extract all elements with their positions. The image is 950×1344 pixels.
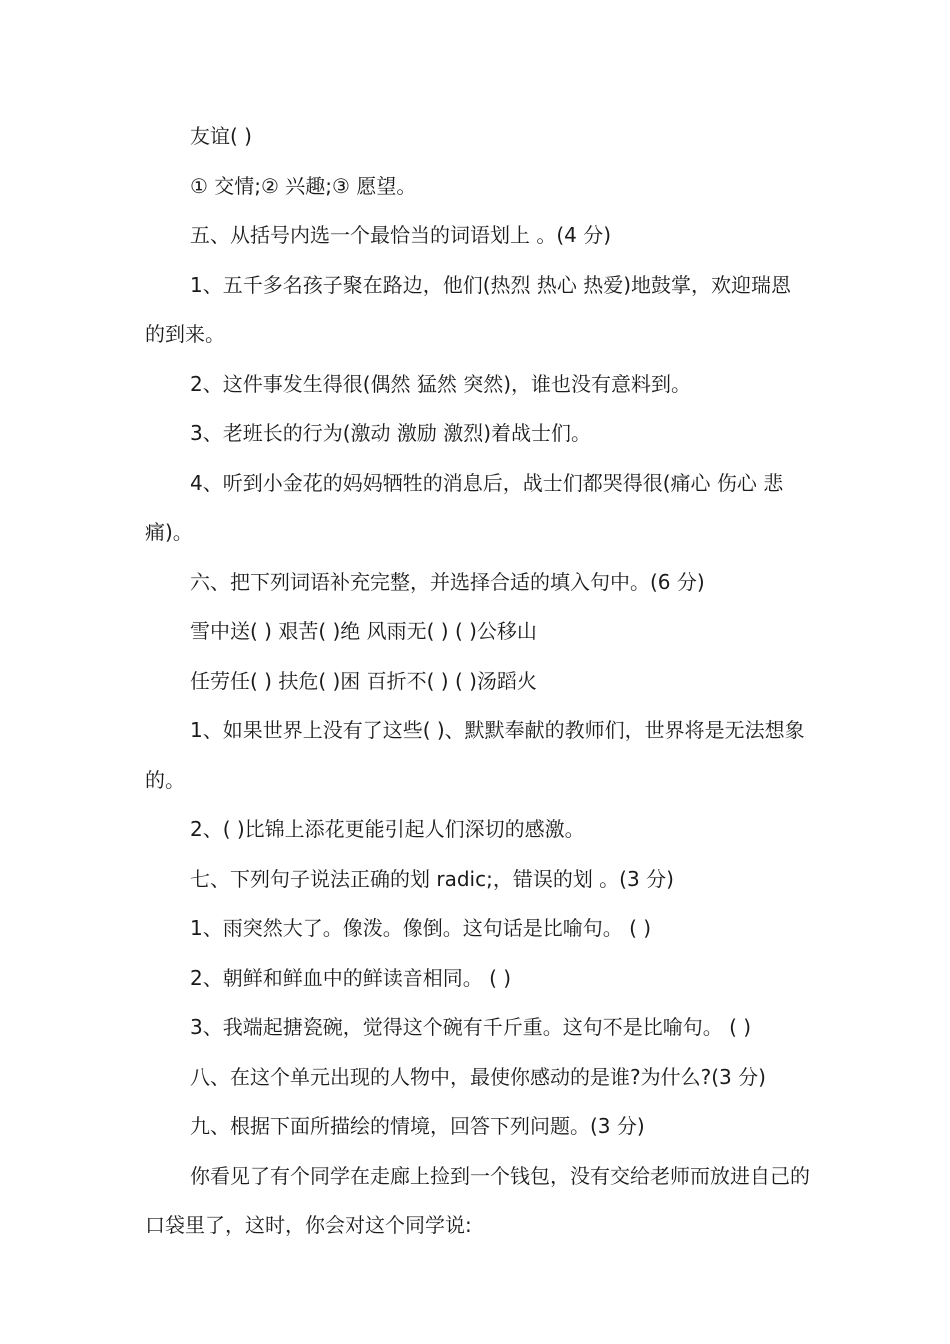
section-five-heading: 五、从括号内选一个最恰当的词语划上 。(4 分) [190,223,612,247]
answer-blank-line: 友谊( ) [190,124,252,148]
section-eight-heading: 八、在这个单元出现的人物中，最使你感动的是谁?为什么?(3 分) [190,1064,766,1089]
question-item: 1、五千多名孩子聚在路边，他们(热烈 热心 热爱)地鼓掌，欢迎瑞恩的到来。 [145,272,792,346]
question-item: 1、雨突然大了。像泼。像倒。这句话是比喻句。 ( ) [190,916,652,940]
section-six-heading: 六、把下列词语补充完整，并选择合适的填入句中。(6 分) [190,569,705,594]
document-body [145,112,810,1251]
option-line: ① 交情;② 兴趣;③ 愿望。 [190,173,417,198]
scenario-paragraph: 你看见了有个同学在走廊上捡到一个钱包，没有交给老师而放进自己的口袋里了，这时，你会对这个同学说: [145,1163,810,1237]
question-item: 1、如果世界上没有了这些( )、默默奉献的教师们，世界将是无法想象的。 [145,718,805,792]
question-item: 3、我端起搪瓷碗，觉得这个碗有千斤重。这句不是比喻句。 ( ) [190,1015,752,1039]
question-item: 3、老班长的行为(激动 激励 激烈)着战士们。 [190,421,592,445]
section-nine-heading: 九、根据下面所描绘的情境，回答下列问题。(3 分) [190,1114,645,1138]
idiom-fill-line: 任劳任( ) 扶危( )困 百折不( ) ( )汤蹈火 [190,668,537,693]
question-item: 4、听到小金花的妈妈牺牲的消息后，战士们都哭得很(痛心 伤心 悲痛)。 [145,470,784,544]
question-item: 2、朝鲜和鲜血中的鲜读音相同。 ( ) [190,965,512,990]
question-item: 2、这件事发生得很(偶然 猛然 突然)，谁也没有意料到。 [190,371,692,396]
question-item: 2、( )比锦上添花更能引起人们深切的感激。 [190,817,585,841]
section-seven-heading: 七、下列句子说法正确的划 radic;，错误的划 。(3 分) [190,866,674,891]
idiom-fill-line: 雪中送( ) 艰苦( )绝 风雨无( ) ( )公移山 [190,619,537,643]
